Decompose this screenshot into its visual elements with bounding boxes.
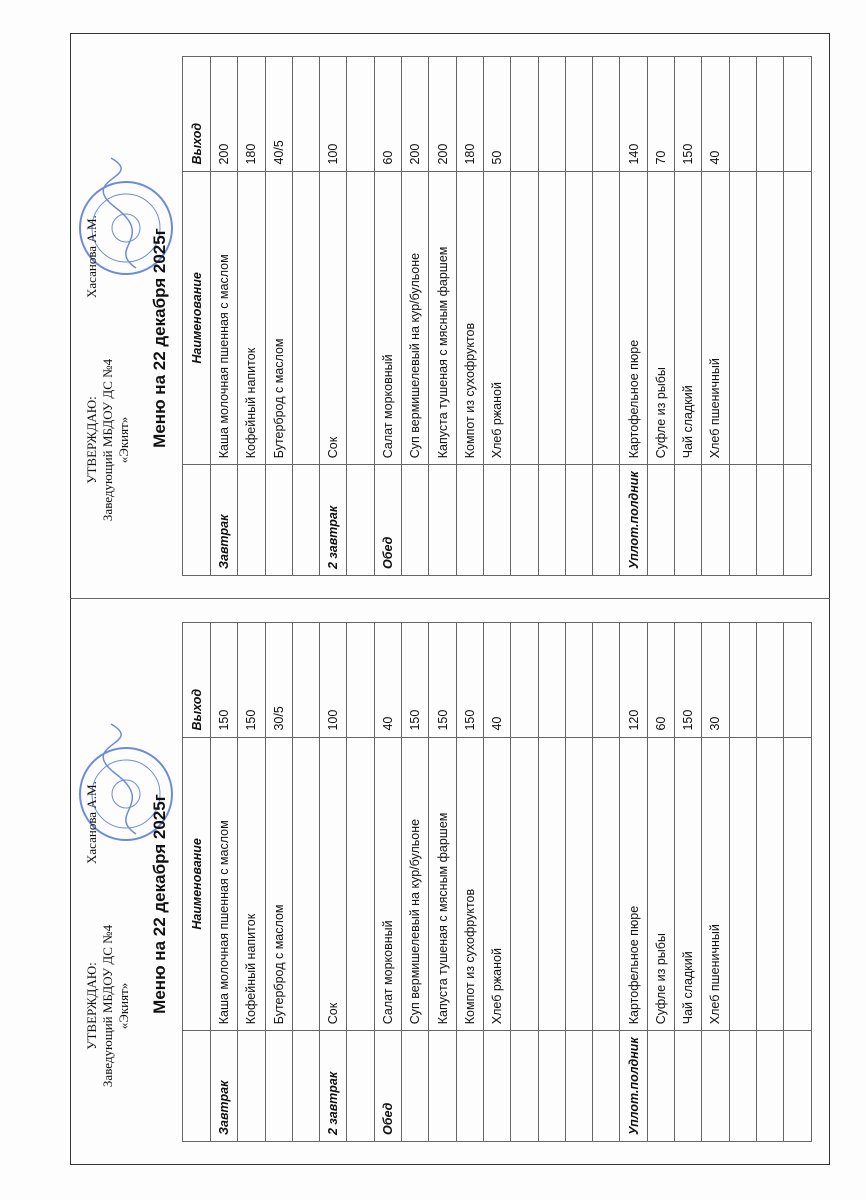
output-cell: 30/5 xyxy=(265,623,292,738)
table-row xyxy=(511,623,538,1142)
dish-cell: Суп вермишелевый на кур/бульоне xyxy=(402,737,429,1031)
output-cell: 70 xyxy=(647,57,674,172)
output-cell xyxy=(729,623,756,738)
table-row xyxy=(784,623,811,1142)
dish-cell: Компот из сухофруктов xyxy=(456,171,483,465)
output-cell: 40 xyxy=(702,57,729,172)
dish-cell xyxy=(538,737,565,1031)
meal-cell xyxy=(511,465,538,576)
table-row xyxy=(429,57,456,576)
meal-cell xyxy=(675,1031,702,1142)
header-name: Наименование xyxy=(183,171,211,465)
output-cell xyxy=(593,57,620,172)
dish-cell: Суфле из рыбы xyxy=(647,171,674,465)
meal-cell xyxy=(402,465,429,576)
approval-header xyxy=(70,78,180,598)
output-cell: 150 xyxy=(238,623,265,738)
dish-cell: Сок xyxy=(320,737,347,1031)
output-cell xyxy=(565,57,592,172)
signer-name: Хасанова А.М. xyxy=(84,781,99,864)
menu-date-title: Меню на 22 декабря 2025г xyxy=(150,228,169,448)
meal-cell xyxy=(565,1031,592,1142)
meal-cell xyxy=(756,465,783,576)
output-cell: 150 xyxy=(402,623,429,738)
dish-cell xyxy=(347,737,374,1031)
dish-cell: Бутерброд с маслом xyxy=(265,171,292,465)
table-row xyxy=(784,57,811,576)
menu-date-title: Меню на 22 декабря 2025г xyxy=(150,794,169,1014)
dish-cell xyxy=(756,171,783,465)
menu-header-row xyxy=(183,623,211,1142)
table-row xyxy=(620,57,647,576)
meal-cell: Завтрак xyxy=(211,1031,238,1142)
meal-cell xyxy=(702,465,729,576)
page-divider xyxy=(70,598,830,599)
meal-cell xyxy=(238,465,265,576)
dish-cell: Суфле из рыбы xyxy=(647,737,674,1031)
output-cell: 40 xyxy=(483,623,510,738)
output-cell xyxy=(784,623,811,738)
dish-cell xyxy=(565,171,592,465)
output-cell xyxy=(538,57,565,172)
meal-cell xyxy=(483,465,510,576)
meal-cell: Обед xyxy=(374,465,401,576)
header-meal xyxy=(183,465,211,576)
table-row xyxy=(702,57,729,576)
table-row xyxy=(729,57,756,576)
dish-cell: Хлеб ржаной xyxy=(483,171,510,465)
output-cell xyxy=(292,623,319,738)
dish-cell: Хлеб пшеничный xyxy=(702,171,729,465)
meal-cell xyxy=(729,465,756,576)
meal-cell: Обед xyxy=(374,1031,401,1142)
output-cell: 30 xyxy=(702,623,729,738)
table-row xyxy=(292,57,319,576)
table-row xyxy=(756,57,783,576)
meal-cell xyxy=(292,1031,319,1142)
dish-cell: Бутерброд с маслом xyxy=(265,737,292,1031)
meal-cell xyxy=(702,1031,729,1142)
dish-cell: Хлеб пшеничный xyxy=(702,737,729,1031)
dish-cell xyxy=(756,737,783,1031)
header-output: Выход xyxy=(183,57,211,172)
dish-cell: Суп вермишелевый на кур/бульоне xyxy=(402,171,429,465)
meal-cell xyxy=(647,465,674,576)
header-name: Наименование xyxy=(183,737,211,1031)
table-row xyxy=(320,623,347,1142)
output-cell xyxy=(756,57,783,172)
dish-cell xyxy=(292,171,319,465)
output-cell: 140 xyxy=(620,57,647,172)
dish-cell: Салат морковный xyxy=(374,737,401,1031)
dish-cell xyxy=(729,171,756,465)
table-row xyxy=(265,57,292,576)
table-row xyxy=(675,623,702,1142)
output-cell xyxy=(538,623,565,738)
menu-panel-bottom xyxy=(70,644,830,1164)
meal-cell xyxy=(593,1031,620,1142)
meal-cell xyxy=(511,1031,538,1142)
approve-title: УТВЕРЖДАЮ: xyxy=(84,962,99,1050)
output-cell: 150 xyxy=(211,623,238,738)
approval-header xyxy=(70,644,180,1164)
meal-cell xyxy=(265,465,292,576)
table-row xyxy=(320,57,347,576)
menu-table xyxy=(182,56,812,576)
table-row xyxy=(211,57,238,576)
dish-cell xyxy=(593,737,620,1031)
meal-cell xyxy=(456,1031,483,1142)
output-cell: 200 xyxy=(429,57,456,172)
dish-cell xyxy=(565,737,592,1031)
output-cell: 60 xyxy=(647,623,674,738)
output-cell: 150 xyxy=(675,623,702,738)
table-row xyxy=(265,623,292,1142)
output-cell: 40/5 xyxy=(265,57,292,172)
output-cell: 180 xyxy=(456,57,483,172)
table-row xyxy=(429,623,456,1142)
table-row xyxy=(347,623,374,1142)
dish-cell: Кофейный напиток xyxy=(238,171,265,465)
meal-cell xyxy=(402,1031,429,1142)
dish-cell xyxy=(511,171,538,465)
output-cell xyxy=(729,57,756,172)
table-row xyxy=(483,57,510,576)
meal-cell xyxy=(456,465,483,576)
output-cell xyxy=(292,57,319,172)
table-row xyxy=(456,623,483,1142)
table-row xyxy=(238,57,265,576)
dish-cell xyxy=(538,171,565,465)
meal-cell xyxy=(347,465,374,576)
output-cell: 120 xyxy=(620,623,647,738)
table-row xyxy=(456,57,483,576)
dish-cell: Картофельное пюре xyxy=(620,171,647,465)
table-row xyxy=(292,623,319,1142)
table-row xyxy=(565,57,592,576)
dish-cell: Кофейный напиток xyxy=(238,737,265,1031)
output-cell: 180 xyxy=(238,57,265,172)
meal-cell: 2 завтрак xyxy=(320,465,347,576)
meal-cell xyxy=(483,1031,510,1142)
dish-cell: Хлеб ржаной xyxy=(483,737,510,1031)
meal-cell xyxy=(265,1031,292,1142)
output-cell: 50 xyxy=(483,57,510,172)
output-cell xyxy=(565,623,592,738)
meal-cell xyxy=(429,1031,456,1142)
table-row xyxy=(675,57,702,576)
table-row xyxy=(538,623,565,1142)
meal-cell xyxy=(538,465,565,576)
output-cell: 40 xyxy=(374,623,401,738)
approval-block xyxy=(84,876,132,1136)
menu-panel-top xyxy=(70,78,830,598)
table-row xyxy=(511,57,538,576)
meal-cell xyxy=(675,465,702,576)
header-meal xyxy=(183,1031,211,1142)
table-row xyxy=(374,623,401,1142)
meal-cell xyxy=(538,1031,565,1142)
output-cell xyxy=(511,57,538,172)
dish-cell: Капуста тушеная с мясным фаршем xyxy=(429,171,456,465)
table-row xyxy=(238,623,265,1142)
meal-cell xyxy=(347,1031,374,1142)
output-cell xyxy=(784,57,811,172)
approve-position: Заведующий МБДОУ ДС №4 xyxy=(100,358,115,522)
table-row xyxy=(593,57,620,576)
meal-cell xyxy=(756,1031,783,1142)
dish-cell: Капуста тушеная с мясным фаршем xyxy=(429,737,456,1031)
dish-cell xyxy=(292,737,319,1031)
dish-cell: Салат морковный xyxy=(374,171,401,465)
dish-cell xyxy=(347,171,374,465)
dish-cell xyxy=(784,171,811,465)
approval-block xyxy=(84,310,132,570)
signer-name: Хасанова А.М. xyxy=(84,215,99,298)
meal-cell xyxy=(238,1031,265,1142)
output-cell xyxy=(347,623,374,738)
dish-cell: Сок xyxy=(320,171,347,465)
dish-cell: Каша молочная пшенная с маслом xyxy=(211,737,238,1031)
meal-cell xyxy=(647,1031,674,1142)
meal-cell: 2 завтрак xyxy=(320,1031,347,1142)
output-cell xyxy=(593,623,620,738)
meal-cell xyxy=(784,1031,811,1142)
meal-cell xyxy=(729,1031,756,1142)
output-cell xyxy=(511,623,538,738)
table-row xyxy=(402,623,429,1142)
output-cell: 100 xyxy=(320,57,347,172)
table-row xyxy=(565,623,592,1142)
table-row xyxy=(593,623,620,1142)
dish-cell: Компот из сухофруктов xyxy=(456,737,483,1031)
menu-header-row xyxy=(183,57,211,576)
approve-position: Заведующий МБДОУ ДС №4 xyxy=(100,924,115,1088)
output-cell: 60 xyxy=(374,57,401,172)
table-row xyxy=(647,57,674,576)
dish-cell: Картофельное пюре xyxy=(620,737,647,1031)
dish-cell: Каша молочная пшенная с маслом xyxy=(211,171,238,465)
header-output: Выход xyxy=(183,623,211,738)
meal-cell: Уплот.полдник xyxy=(620,465,647,576)
meal-cell xyxy=(784,465,811,576)
meal-cell xyxy=(429,465,456,576)
dish-cell: Чай сладкий xyxy=(675,171,702,465)
dish-cell xyxy=(593,171,620,465)
output-cell: 150 xyxy=(456,623,483,738)
approve-org: «Экият» xyxy=(116,416,131,464)
meal-cell: Завтрак xyxy=(211,465,238,576)
output-cell: 100 xyxy=(320,623,347,738)
menu-table xyxy=(182,622,812,1142)
dish-cell xyxy=(784,737,811,1031)
table-row xyxy=(756,623,783,1142)
meal-cell xyxy=(565,465,592,576)
dish-cell xyxy=(511,737,538,1031)
meal-cell: Уплот.полдник xyxy=(620,1031,647,1142)
approve-title: УТВЕРЖДАЮ: xyxy=(84,396,99,484)
dish-cell: Чай сладкий xyxy=(675,737,702,1031)
output-cell xyxy=(756,623,783,738)
table-row xyxy=(483,623,510,1142)
output-cell: 150 xyxy=(429,623,456,738)
table-row xyxy=(620,623,647,1142)
table-row xyxy=(702,623,729,1142)
approve-org: «Экият» xyxy=(116,982,131,1030)
table-row xyxy=(347,57,374,576)
output-cell xyxy=(347,57,374,172)
table-row xyxy=(402,57,429,576)
meal-cell xyxy=(292,465,319,576)
output-cell: 200 xyxy=(211,57,238,172)
meal-cell xyxy=(593,465,620,576)
table-row xyxy=(538,57,565,576)
output-cell: 200 xyxy=(402,57,429,172)
table-row xyxy=(211,623,238,1142)
table-row xyxy=(647,623,674,1142)
dish-cell xyxy=(729,737,756,1031)
table-row xyxy=(374,57,401,576)
output-cell: 150 xyxy=(675,57,702,172)
table-row xyxy=(729,623,756,1142)
